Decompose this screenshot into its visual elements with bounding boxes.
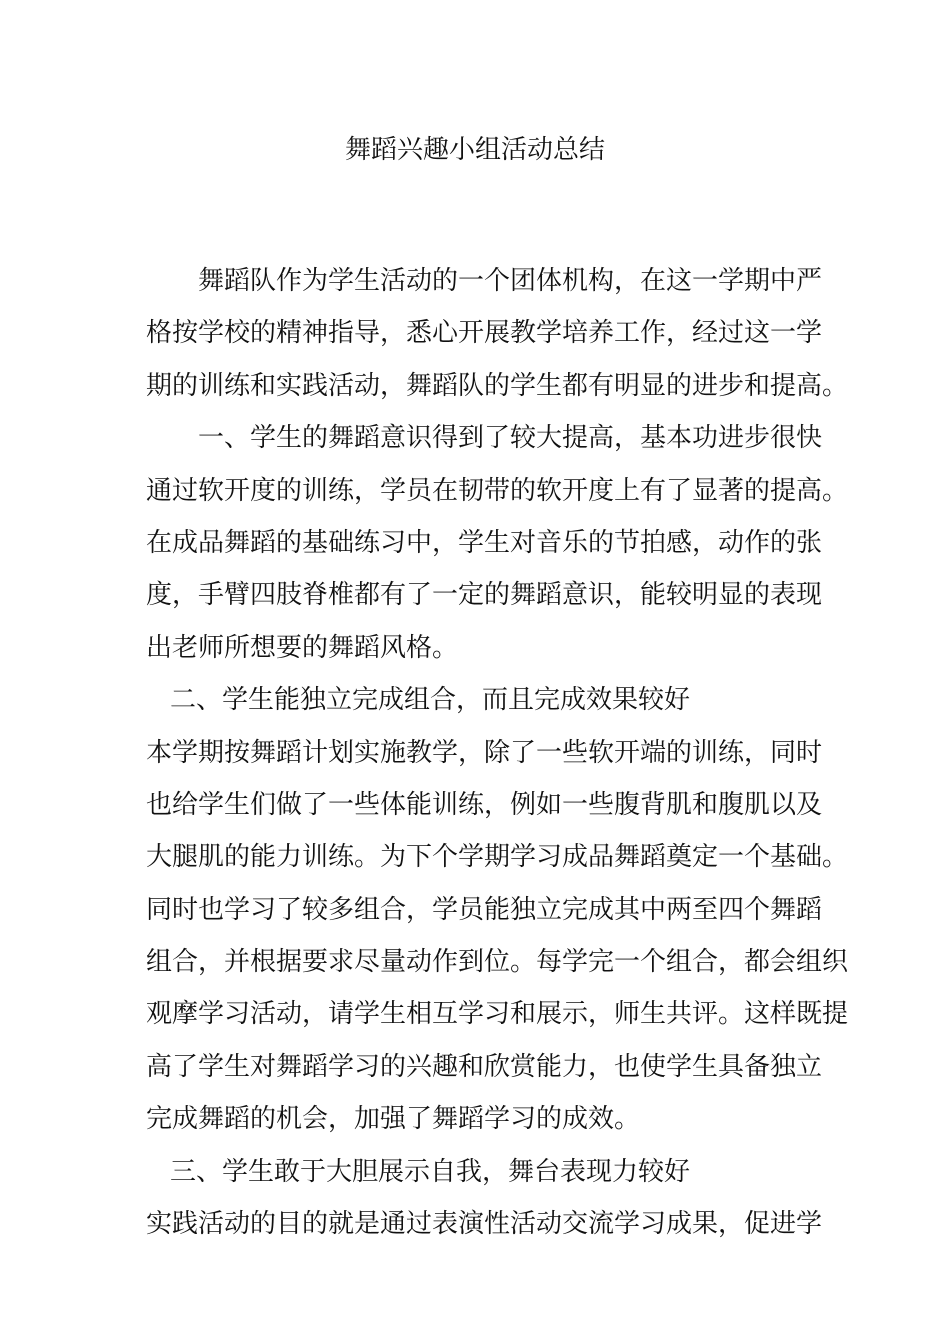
paragraph-line: 完成舞蹈的机会，加强了舞蹈学习的成效。 (146, 1104, 641, 1135)
paragraph-line: 出老师所想要的舞蹈风格。 (146, 632, 459, 663)
paragraph-line: 格按学校的精神指导，悉心开展教学培养工作，经过这一学 (146, 318, 823, 349)
document-body (146, 255, 849, 1250)
paragraph-line: 组合，并根据要求尽量动作到位。每学完一个组合，都会组织 (146, 947, 849, 978)
paragraph-line: 大腿肌的能力训练。为下个学期学习成品舞蹈奠定一个基础。 (146, 842, 849, 873)
paragraph-line: 也给学生们做了一些体能训练，例如一些腹背肌和腹肌以及 (146, 789, 823, 820)
section-heading-2: 二、学生能独立完成组合，而且完成效果较好 (170, 685, 691, 716)
paragraph-line: 本学期按舞蹈计划实施教学，除了一些软开端的训练，同时 (146, 737, 823, 768)
paragraph-line: 舞蹈队作为学生活动的一个团体机构，在这一学期中严 (198, 266, 823, 296)
paragraph-line: 期的训练和实践活动，舞蹈队的学生都有明显的进步和提高。 (146, 370, 849, 401)
document-title: 舞蹈兴趣小组活动总结 (344, 135, 605, 165)
paragraph-line: 高了学生对舞蹈学习的兴趣和欣赏能力，也使学生具备独立 (146, 1051, 823, 1082)
section-heading-3: 三、学生敢于大胆展示自我，舞台表现力较好 (170, 1156, 691, 1187)
paragraph-line: 度，手臂四肢脊椎都有了一定的舞蹈意识，能较明显的表现 (146, 580, 823, 611)
paragraph-line: 同时也学习了较多组合，学员能独立完成其中两至四个舞蹈 (146, 894, 823, 925)
paragraph-line: 实践活动的目的就是通过表演性活动交流学习成果，促进学 (146, 1209, 823, 1240)
paragraph-line: 通过软开度的训练，学员在韧带的软开度上有了显著的提高。 (146, 475, 849, 506)
section-heading-1: 一、学生的舞蹈意识得到了较大提高，基本功进步很快 (198, 423, 823, 454)
paragraph-line: 在成品舞蹈的基础练习中，学生对音乐的节拍感，动作的张 (146, 527, 823, 558)
paragraph-line: 观摩学习活动，请学生相互学习和展示，师生共评。这样既提 (146, 999, 849, 1030)
